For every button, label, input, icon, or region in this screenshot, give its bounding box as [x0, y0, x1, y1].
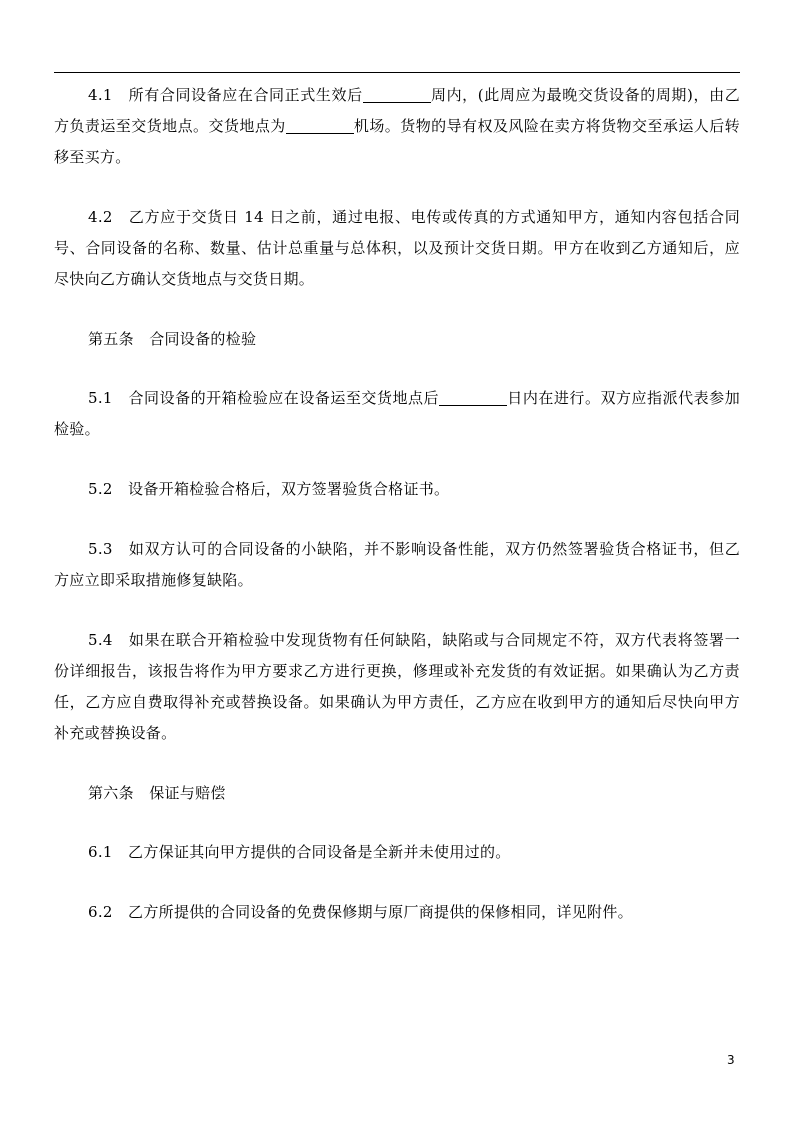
clause-5-1-text-a: 5.1 合同设备的开箱检验应在设备运至交货地点后 [88, 389, 440, 407]
clause-6-2: 6.2 乙方所提供的合同设备的免费保修期与原厂商提供的保修相同，详见附件。 [88, 903, 633, 921]
blank-days [439, 389, 507, 406]
clause-5-1 [54, 383, 740, 445]
blank-airport [286, 117, 354, 134]
blank-weeks [363, 86, 431, 103]
clause-4-1-text-b: 周内，(此周应为最晚交货设备的周期)，由乙方负责运至交货地点。交货地点为 [54, 86, 740, 135]
clause-5-2: 5.2 设备开箱检验合格后，双方签署验货合格证书。 [88, 480, 450, 498]
clause-4-1-text-c: 机场。货物的导有权及风险在卖方将货物交至承运人后转移至买方。 [54, 117, 740, 166]
document-body [54, 80, 740, 957]
clause-6-1: 6.1 乙方保证其向甲方提供的合同设备是全新并未使用过的。 [88, 843, 511, 861]
clause-4-1-text-a: 4.1 所有合同设备应在合同正式生效后 [88, 86, 363, 104]
article-6-heading: 第六条 保证与赔偿 [88, 784, 226, 802]
clause-5-4: 5.4 如果在联合开箱检验中发现货物有任何缺陷，缺陷或与合同规定不符，双方代表将签署一份详细报告，该报告将作为甲方要求乙方进行更换，修理或补充发货的有效证据。如果确认为乙方责任，乙方应自费取得补充或替换设备。如果确认为甲方责任，乙方应在收到甲方的通知后尽快向甲方补充或替换设备。 [54, 631, 740, 742]
clause-4-2: 4.2 乙方应于交货日 14 日之前，通过电报、电传或传真的方式通知甲方，通知内容包括合同号、合同设备的名称、数量、估计总重量与总体积，以及预计交货日期。甲方在收到乙方通知后，应尽快向乙方确认交货地点与交货日期。 [54, 208, 740, 288]
page-number: 3 [727, 1053, 735, 1067]
clause-4-1 [54, 80, 740, 173]
article-5-heading: 第五条 合同设备的检验 [88, 330, 257, 348]
clause-5-1-text-b: 日内在进行。双方应指派代表参加检验。 [54, 389, 740, 438]
clause-5-3: 5.3 如双方认可的合同设备的小缺陷，并不影响设备性能，双方仍然签署验货合格证书，但乙方应立即采取措施修复缺陷。 [54, 540, 740, 589]
header-rule [54, 72, 740, 73]
